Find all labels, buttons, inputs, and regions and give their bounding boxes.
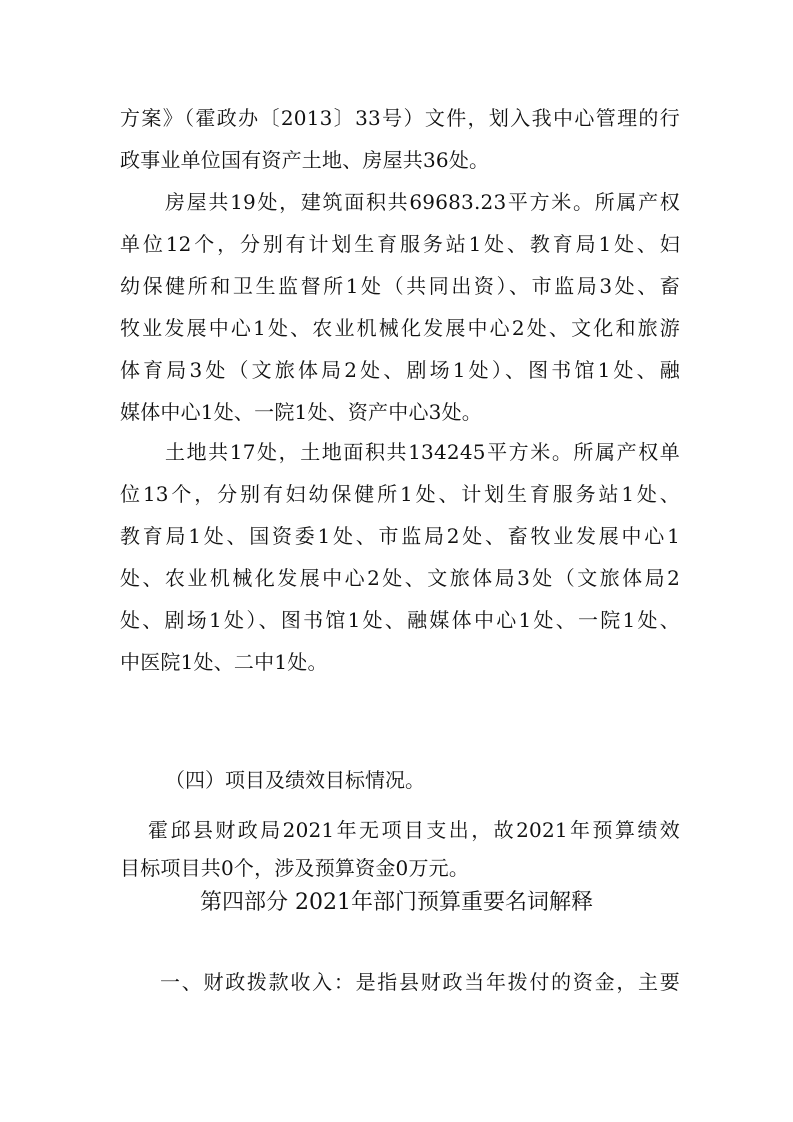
paragraph-2-line-6: 媒体中心1处、一院1处、资产中心3处。: [120, 400, 482, 424]
section-4-heading: （四）项目及绩效目标情况。: [165, 768, 425, 792]
paragraph-3-line-4: 处、农业机械化发展中心2处、文旅体局3处（文旅体局2: [120, 566, 680, 590]
paragraph-2-line-2: 单位12个，分别有计划生育服务站1处、教育局1处、妇: [120, 232, 680, 256]
paragraph-3-line-6: 中医院1处、二中1处。: [120, 650, 328, 674]
paragraph-3-line-3: 教育局1处、国资委1处、市监局2处、畜牧业发展中心1: [120, 524, 680, 548]
paragraph-2-line-5: 体育局3处（文旅体局2处、剧场1处）、图书馆1处、融: [120, 358, 680, 382]
paragraph-3-line-5: 处、剧场1处）、图书馆1处、融媒体中心1处、一院1处、: [120, 608, 680, 632]
part-4-heading: 第四部分 2021年部门预算重要名词解释: [200, 890, 593, 915]
paragraph-3-line-1: 土地共17处，土地面积共134245平方米。所属产权单: [165, 440, 680, 464]
section-4-line-2: 目标项目共0个，涉及预算资金0万元。: [120, 856, 470, 880]
paragraph-1-line-1: 方案》（霍政办〔2013〕33号）文件，划入我中心管理的行: [120, 106, 680, 130]
part-4-line-1: 一、财政拨款收入：是指县财政当年拨付的资金，主要: [160, 970, 680, 994]
paragraph-2-line-4: 牧业发展中心1处、农业机械化发展中心2处、文化和旅游: [120, 316, 680, 340]
paragraph-2-line-3: 幼保健所和卫生监督所1处（共同出资）、市监局3处、畜: [120, 274, 680, 298]
section-4-line-1: 霍邱县财政局2021年无项目支出，故2021年预算绩效: [148, 818, 680, 842]
paragraph-2-line-1: 房屋共19处，建筑面积共69683.23平方米。所属产权: [165, 190, 680, 214]
paragraph-1-line-2: 政事业单位国有资产土地、房屋共36处。: [120, 148, 490, 172]
paragraph-3-line-2: 位13个，分别有妇幼保健所1处、计划生育服务站1处、: [120, 482, 680, 506]
